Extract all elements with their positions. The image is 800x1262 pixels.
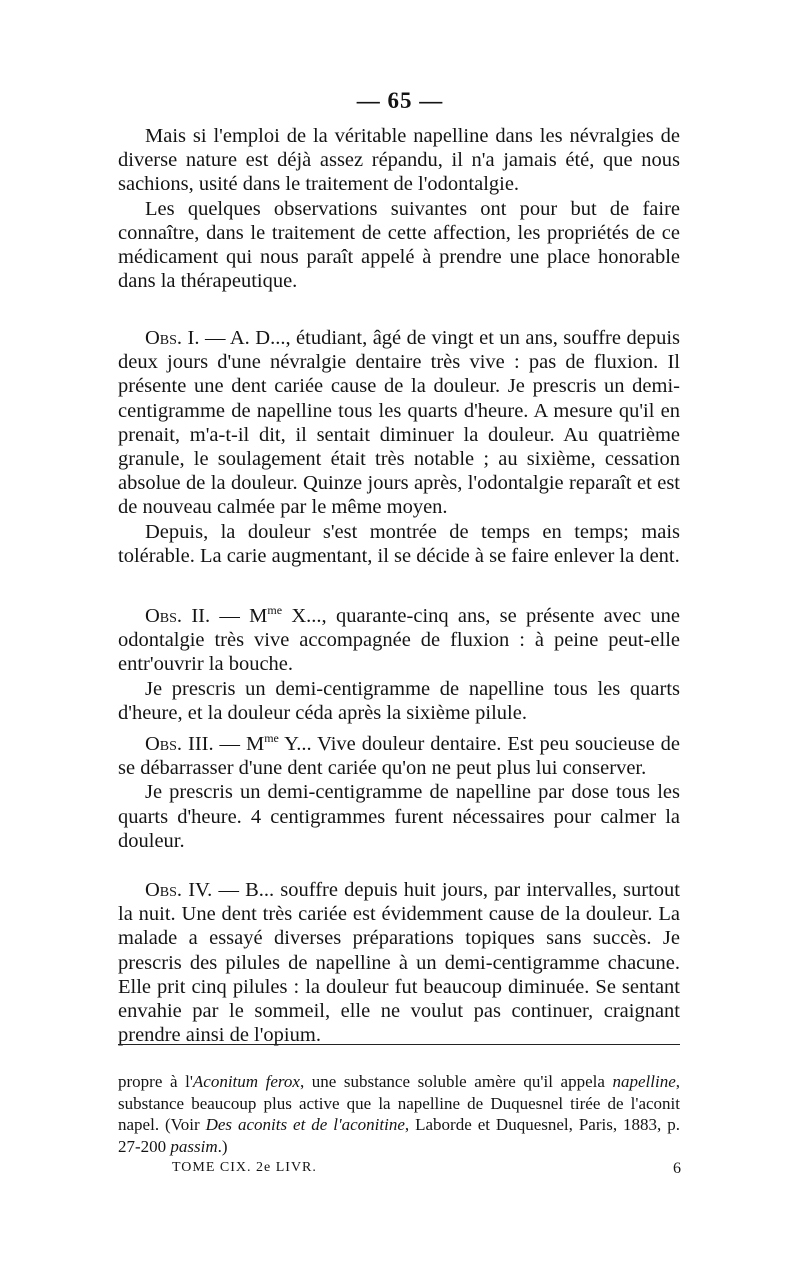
obs1-continuation: Depuis, la douleur s'est montrée de temps en temps; mais tolérable. La carie augmentant, il se décide à se faire enlever la dent. bbox=[118, 520, 680, 567]
obs1-text: — A. D..., étudiant, âgé de vingt et un ans, souffre depuis deux jours d'une névralgie dentaire très vive : pas de fluxion. Il présente une dent cariée cause de la douleur. Je prescris un demi-centigramme de napelline tous les quarts d'heure. A mesure qu'il en prenait, m'a-t-il dit, il sentait diminuer la douleur. Au quatrième granule, le soulagement était très notable ; au sixième, cessation absolue de la douleur. Quinze jours après, l'odontalgie reparaît et est de nouveau calmée par le même moyen. bbox=[118, 327, 680, 519]
signature-mark: 6 bbox=[673, 1160, 682, 1177]
intro-section bbox=[118, 124, 680, 293]
obs2-text: X..., quarante-cinq ans, se présente avec une odontalgie très vive accompagnée de fluxion : à peine peut-elle entr'ouvrir la bouche. bbox=[118, 605, 681, 676]
obs3-label: Obs. III. bbox=[145, 733, 214, 755]
obs4-paragraph bbox=[118, 878, 680, 1047]
footnote-text-3: , substance beaucoup plus active que la napelline de Duquesnel tirée de l'aconit napel. (Voir bbox=[118, 1072, 680, 1134]
observation-4 bbox=[118, 878, 680, 1047]
obs4-label: Obs. IV. bbox=[145, 879, 213, 901]
footnote-text-4: , Laborde et Duquesnel, Paris, 1883, p. 27-200 bbox=[118, 1115, 680, 1156]
obs3-paragraph bbox=[118, 732, 680, 780]
footnote bbox=[118, 1071, 680, 1157]
page-number: — 65 — bbox=[356, 88, 444, 113]
obs3-continuation: Je prescris un demi-centigramme de napelline par dose tous les quarts d'heure. 4 centigrammes furent nécessaires pour calmer la douleur. bbox=[118, 781, 680, 852]
obs3-dash: — M bbox=[213, 733, 265, 755]
obs1-paragraph bbox=[118, 326, 680, 520]
observation-2 bbox=[118, 604, 680, 725]
obs2-label: Obs. II. bbox=[145, 605, 211, 627]
obs2-paragraph bbox=[118, 604, 680, 677]
volume-label: TOME CIX. 2e LIVR. bbox=[172, 1160, 317, 1175]
footnote-text-5: .) bbox=[217, 1136, 228, 1156]
observation-1 bbox=[118, 326, 680, 568]
footnote-italic-3: Des aconits et de l'aconitine bbox=[205, 1115, 405, 1134]
intro-paragraph-2: Les quelques observations suivantes ont pour but de faire connaître, dans le traitement de cette affection, les propriétés de ce médicament qui nous paraît appelé à prendre une place honorable dans la thérapeutique. bbox=[118, 197, 680, 293]
obs4-text: — B... souffre depuis huit jours, par intervalles, surtout la nuit. Une dent très cariée est évidemment cause de la douleur. La malade a essayé diverses préparations topiques sans succès. Je prescris des pilules de napelline à un demi-centigramme chacune. Elle prit cinq pilules : la douleur fut beaucoup diminuée. Se sentant envahie par le sommeil, elle ne voulut pas continuer, craignant prendre ainsi de l'opium. bbox=[118, 879, 680, 1047]
obs2-dash: — M bbox=[210, 605, 268, 627]
obs2-title-sup: me bbox=[267, 603, 283, 617]
footnote-italic-4: passim bbox=[170, 1136, 218, 1156]
obs2-continuation: Je prescris un demi-centigramme de napelline tous les quarts d'heure, et la douleur céda après la sixième pilule. bbox=[118, 677, 680, 724]
observation-3 bbox=[118, 732, 680, 853]
footnote-text-1: propre à l' bbox=[118, 1072, 193, 1091]
footnote-italic-1: Aconitum ferox bbox=[192, 1072, 300, 1091]
intro-paragraph-1: Mais si l'emploi de la véritable napelline dans les névralgies de diverse nature est déjà assez répandu, il n'a jamais été, que nous sachions, usité dans le traitement de l'odontalgie. bbox=[118, 125, 680, 196]
footnote-italic-2: napelline bbox=[612, 1072, 676, 1091]
footnote-rule bbox=[118, 1044, 680, 1045]
page-footer bbox=[172, 1160, 682, 1178]
obs1-label: Obs. I. bbox=[145, 327, 200, 349]
footnote-text-2: , une substance soluble amère qu'il appela bbox=[299, 1072, 613, 1091]
obs3-title-sup: me bbox=[264, 731, 279, 745]
obs3-text: Y... Vive douleur dentaire. Est peu soucieuse de se débarrasser d'une dent cariée qu'on ne peut plus lui conserver. bbox=[118, 733, 681, 780]
